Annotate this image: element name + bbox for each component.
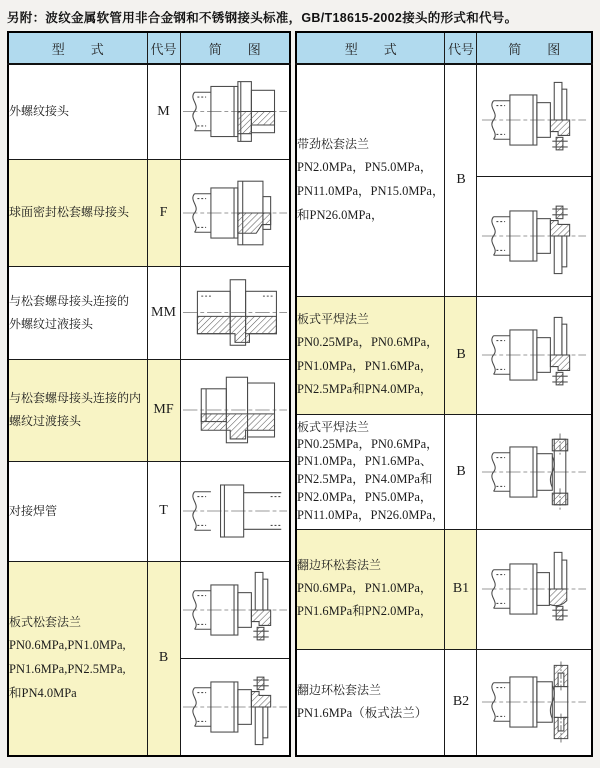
fitting-diagram-cell — [477, 64, 592, 176]
col-header-code: 代号 — [147, 32, 180, 64]
flgb1-fitting-diagram-icon — [481, 546, 587, 632]
table-row — [296, 414, 592, 529]
fitting-type-cell — [8, 64, 147, 159]
table-row — [8, 359, 290, 461]
fitting-type-line: 板式平焊法兰 — [297, 419, 370, 434]
table-row — [8, 159, 290, 266]
table-row — [8, 266, 290, 359]
fitting-diagram-cell — [180, 159, 290, 266]
f-fitting-diagram-icon — [182, 170, 288, 256]
fittings-table-left — [7, 31, 291, 757]
fitting-code-cell: T — [147, 461, 180, 561]
fitting-type-line: PN1.0MPa，PN1.6MPa， — [297, 358, 433, 373]
col-header-type: 型 式 — [296, 32, 445, 64]
mf-fitting-diagram-icon — [182, 367, 288, 453]
fitting-type-line: PN1.6MPa,PN2.5MPa, — [9, 661, 126, 676]
flgdn-fitting-diagram-icon — [481, 77, 587, 163]
fitting-type-line: PN2.0MPa，PN5.0MPa， — [297, 160, 433, 175]
fitting-type-line: PN1.6MPa和PN2.0MPa， — [297, 604, 433, 619]
fitting-type-cell — [8, 461, 147, 561]
fitting-type-line: PN1.6MPa（板式法兰） — [297, 705, 428, 720]
fitting-type-line: PN0.25MPa，PN0.6MPa， — [297, 334, 439, 349]
mm-fitting-diagram-icon — [182, 271, 288, 354]
fitting-type-cell — [296, 296, 445, 414]
fitting-type-line: 带劲松套法兰 — [297, 137, 370, 152]
fitting-code-cell: F — [147, 159, 180, 266]
fitting-diagram-cell — [180, 461, 290, 561]
fitting-diagram-cell — [180, 64, 290, 159]
fitting-type-line: PN11.0MPa，PN26.0MPa， — [297, 507, 445, 522]
fitting-type-line: 螺纹过渡接头 — [9, 414, 82, 428]
table-row — [8, 461, 290, 561]
fitting-diagram-cell — [477, 414, 592, 529]
fitting-type-cell — [296, 529, 445, 649]
fitting-code-cell: MF — [147, 359, 180, 461]
fitting-type-line: 板式松套法兰 — [9, 615, 82, 630]
m-fitting-diagram-icon — [182, 69, 288, 154]
fitting-code-cell: B — [445, 296, 477, 414]
fitting-type-line: 板式平焊法兰 — [297, 311, 370, 326]
table-row — [296, 296, 592, 414]
document-title: 另附：波纹金属软管用非合金钢和不锈钢接头标准，GB/T18615-2002接头的形式和代号。 — [7, 11, 518, 25]
fitting-type-line: PN11.0MPa，PN15.0MPa， — [297, 183, 445, 198]
col-header-diagram: 简 图 — [477, 32, 592, 64]
fitting-type-line: 对接焊管 — [9, 503, 58, 518]
fitting-diagram-cell — [180, 561, 290, 658]
fitting-type-line: 外螺纹接头 — [9, 104, 70, 119]
col-header-code: 代号 — [445, 32, 477, 64]
flgup-fitting-diagram-icon — [481, 193, 587, 279]
t-fitting-diagram-icon — [182, 468, 288, 554]
table-row — [8, 561, 290, 658]
fitting-type-line: 外螺纹过液接头 — [9, 316, 94, 331]
fitting-type-cell — [296, 64, 445, 296]
header-row — [8, 32, 290, 64]
fitting-type-line: 和PN4.0MPa — [9, 685, 77, 700]
table-row — [296, 529, 592, 649]
header-row — [296, 32, 592, 64]
fitting-type-line: 和PN26.0MPa， — [297, 207, 384, 222]
fitting-type-line: PN2.5MPa和PN4.0MPa， — [297, 382, 433, 397]
col-header-diagram: 简 图 — [180, 32, 290, 64]
flgb3-fitting-diagram-icon — [481, 429, 587, 515]
fitting-diagram-cell — [180, 266, 290, 359]
fitting-type-cell — [8, 266, 147, 359]
flgdn-fitting-diagram-icon — [182, 567, 288, 653]
flgup-fitting-diagram-icon — [182, 664, 288, 750]
fitting-diagram-cell — [180, 359, 290, 461]
fitting-type-cell — [8, 359, 147, 461]
fitting-type-line: 与松套螺母接头连接的 — [9, 293, 130, 308]
fitting-type-line: PN1.0MPa，PN1.6MPa、 — [297, 454, 433, 469]
fitting-code-cell: B — [445, 64, 477, 296]
fittings-table-right — [295, 31, 593, 757]
col-header-type: 型 式 — [8, 32, 147, 64]
fitting-type-cell — [296, 414, 445, 529]
fitting-diagram-cell — [180, 658, 290, 756]
table-row — [296, 64, 592, 176]
fitting-type-line: PN0.6MPa，PN1.0MPa， — [297, 580, 433, 595]
fitting-type-line: 翻边环松套法兰 — [297, 682, 382, 697]
fitting-type-cell — [8, 159, 147, 266]
fitting-type-line: 与松套螺母接头连接的内 — [9, 391, 142, 406]
fitting-code-cell: MM — [147, 266, 180, 359]
fitting-type-line: 翻边环松套法兰 — [297, 557, 382, 572]
fitting-type-cell — [296, 649, 445, 756]
fitting-code-cell: B1 — [445, 529, 477, 649]
flgdn-fitting-diagram-icon — [481, 312, 587, 398]
fitting-type-line: PN2.5MPa，PN4.0MPa和 — [297, 472, 433, 487]
fitting-code-cell: M — [147, 64, 180, 159]
fitting-diagram-cell — [477, 529, 592, 649]
fitting-code-cell: B — [445, 414, 477, 529]
fitting-type-line: PN0.25MPa，PN0.6MPa， — [297, 436, 439, 451]
fitting-diagram-cell — [477, 296, 592, 414]
fittings-tables — [7, 31, 600, 757]
fitting-type-line: 球面密封松套螺母接头 — [9, 205, 130, 220]
table-row — [8, 64, 290, 159]
table-row — [296, 649, 592, 756]
fitting-code-cell: B — [147, 561, 180, 756]
fitting-type-cell — [8, 561, 147, 756]
fitting-type-line: PN2.0MPa，PN5.0MPa， — [297, 489, 433, 504]
fitting-diagram-cell — [477, 176, 592, 296]
fitting-type-line: PN0.6MPa,PN1.0MPa, — [9, 638, 126, 653]
fitting-code-cell: B2 — [445, 649, 477, 756]
b2-fitting-diagram-icon — [481, 659, 587, 745]
fitting-diagram-cell — [477, 649, 592, 756]
